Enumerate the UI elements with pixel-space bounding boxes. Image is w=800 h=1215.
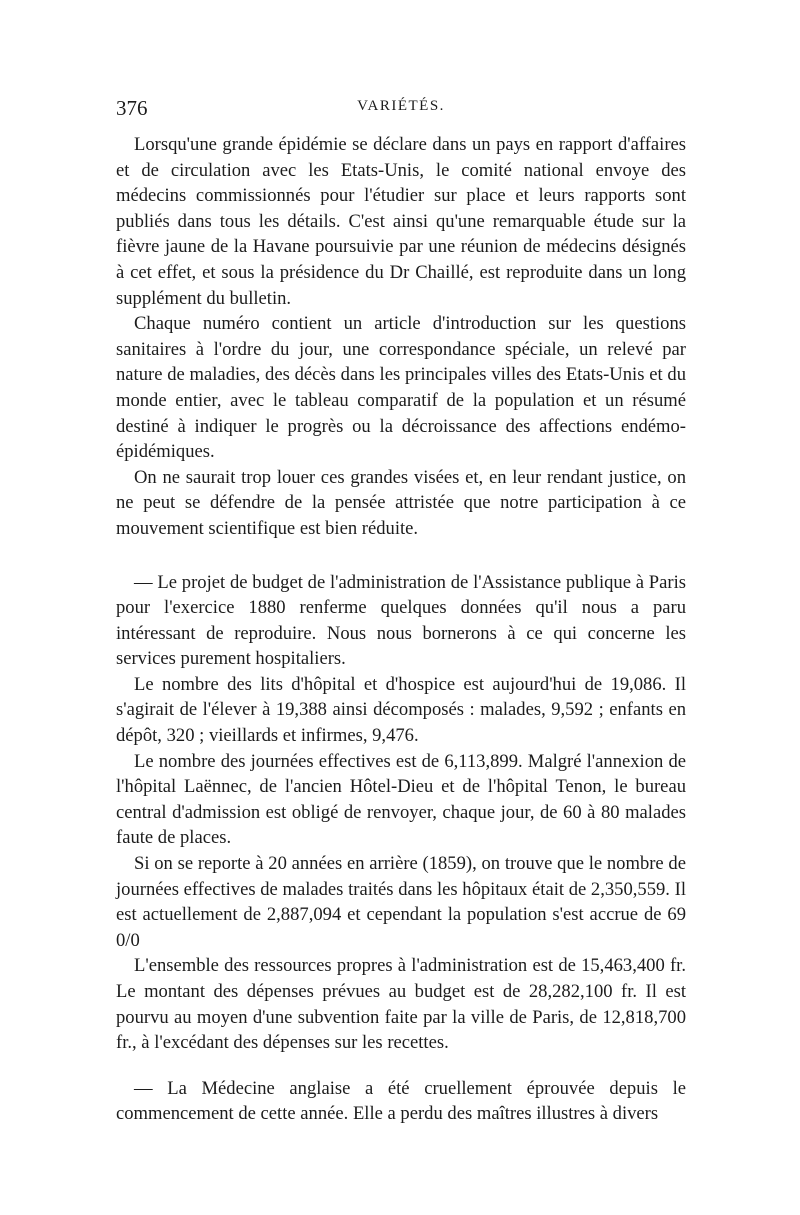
paragraph-bulletin-contents: Chaque numéro contient un article d'introduction sur les questions sanitaires à l'ordre du jour, une correspondance spéciale, un relevé par nature de maladies, des décès dans les principales villes des Etats-Unis et du monde entier, avec le tableau comparatif de la population et un résumé destiné à indiquer le progrès ou la décroissance des affections endémo-épidémiques. <box>116 313 686 463</box>
section-gap <box>116 542 686 570</box>
paragraph-english-medicine: — La Médecine anglaise a été cruellement éprouvée depuis le commencement de cette année. Elle a perdu des maîtres illustres à divers <box>116 1077 686 1125</box>
running-title: VARIÉTÉS. <box>357 98 445 114</box>
paragraph-praise: On ne saurait trop louer ces grandes visées et, en leur rendant justice, on ne peut se défendre de la pensée attristée que notre participation à ce mouvement scientifique est bien réduite. <box>116 466 686 539</box>
paragraph-budget-intro: — Le projet de budget de l'administration de l'Assistance publique à Paris pour l'exercice 1880 renferme quelques données qu'il nous a paru intéressant de reproduire. Nous nous bornerons à ce qui concerne les services purement hospitaliers. <box>116 571 686 670</box>
paragraph-beds: Le nombre des lits d'hôpital et d'hospice est aujourd'hui de 19,086. Il s'agirait de l'élever à 19,388 ainsi décomposés : malades, 9,592 ; enfants en dépôt, 320 ; vieillards et infirmes, 9,476. <box>116 673 686 747</box>
paragraph-resources: L'ensemble des ressources propres à l'administration est de 15,463,400 fr. Le montant des dépenses prévues au budget est de 28,282,100 fr. Il est pourvu au moyen d'une subvention faite par la ville de Paris, de 12,818,700 fr., à l'excédant des dépenses sur les recettes. <box>116 955 686 1054</box>
page-header <box>116 96 686 126</box>
page-number: 376 <box>116 96 148 120</box>
paragraph-epidemic-reports: Lorsqu'une grande épidémie se déclare dans un pays en rapport d'affaires et de circulation avec les Etats-Unis, le comité national envoye des médecins commissionnés pour l'étudier sur place et leurs rapports sont publiés dans tous les détails. C'est ainsi qu'une remarquable étude sur la fièvre jaune de la Havane poursuivie par une réunion de médecins désignés à cet effet, et sous la présidence du Dr Chaillé, est reproduite dans un long supplément du bulletin. <box>116 134 686 309</box>
paragraph-effective-days: Le nombre des journées effectives est de 6,113,899. Malgré l'annexion de l'hôpital Laënnec, de l'ancien Hôtel-Dieu et de l'hôpital Tenon, le bureau central d'admission est obligé de renvoyer, chaque jour, de 60 à 80 malades faute de places. <box>116 750 686 849</box>
section-gap <box>116 1056 686 1076</box>
body-text <box>116 132 686 1127</box>
paragraph-twenty-years: Si on se reporte à 20 années en arrière (1859), on trouve que le nombre de journées effectives de malades traités dans les hôpitaux était de 2,350,559. Il est actuellement de 2,887,094 et cependant la population s'est accrue de 69 0/0 <box>116 853 686 951</box>
